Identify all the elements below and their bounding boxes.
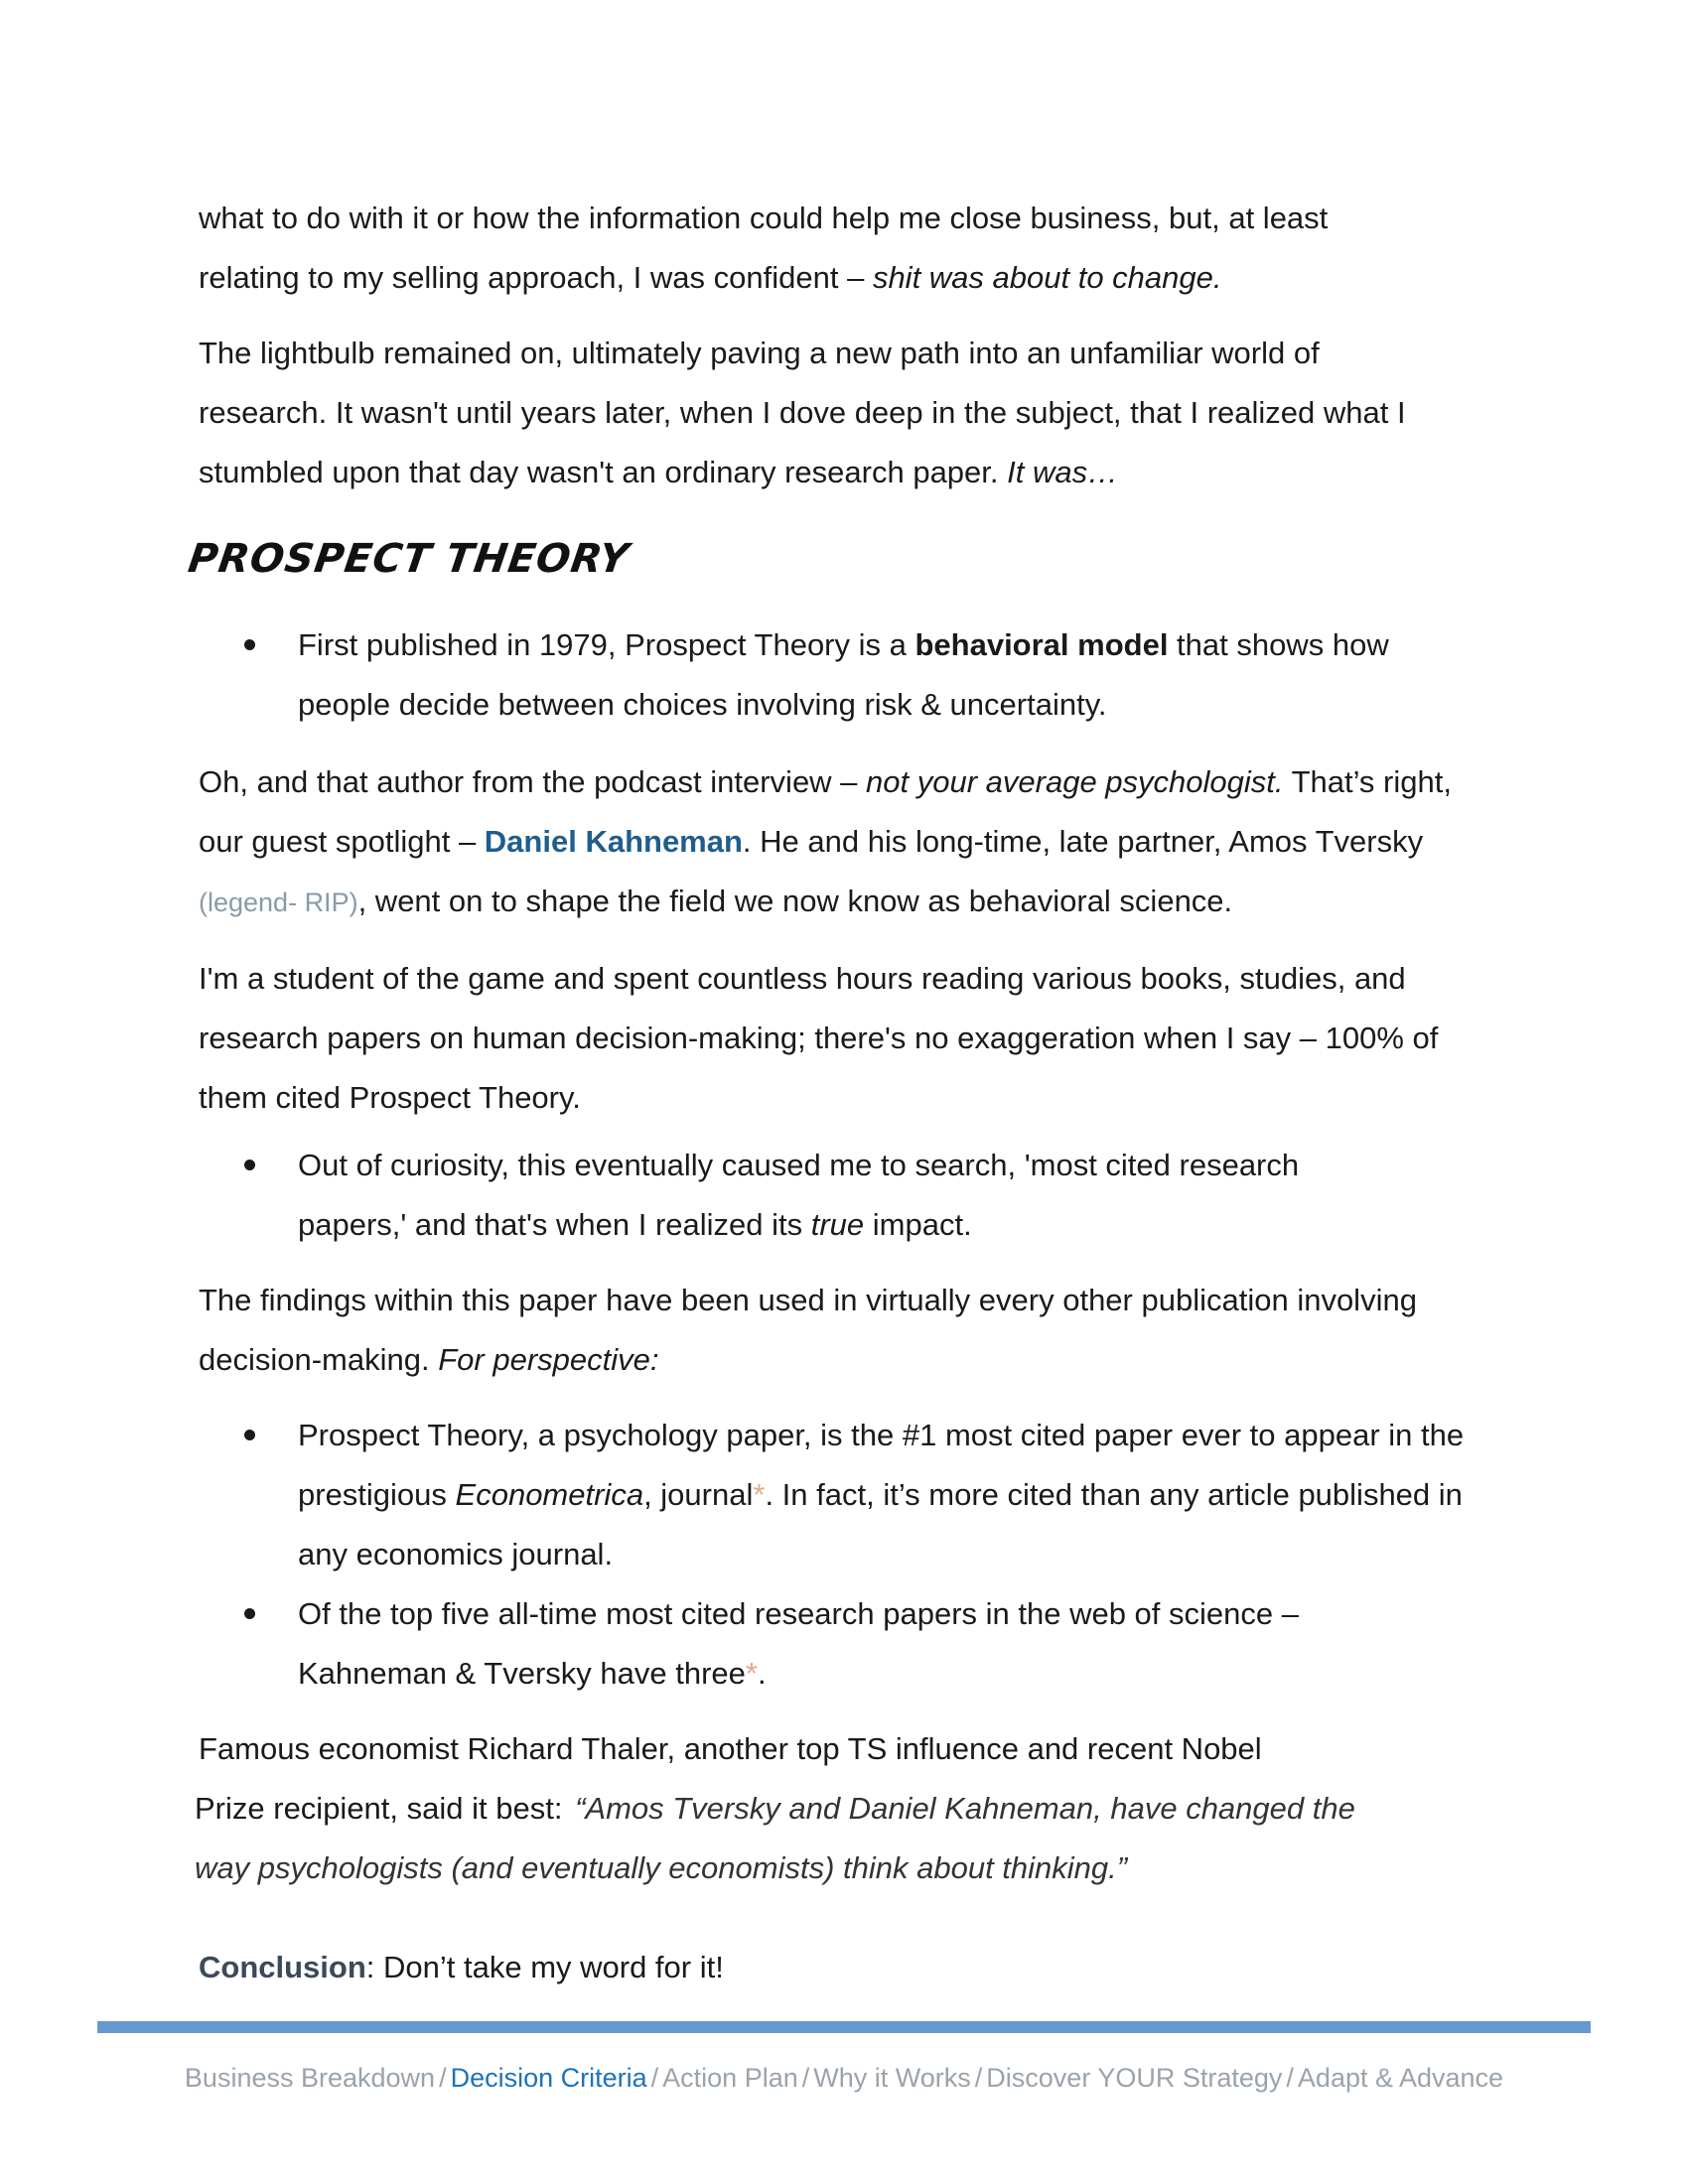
paragraph-author-end: , went on to shape the field we now know as behavioral science.	[357, 884, 1233, 918]
bullet-item	[298, 1136, 1410, 1255]
bullet-text-start: Of the top five all-time most cited research papers in the web of science – Kahneman & Tversky have three	[298, 1596, 1299, 1691]
paragraph-intro	[199, 189, 1499, 308]
bullet-dot	[244, 1608, 255, 1619]
conclusion-text: : Don’t take my word for it!	[365, 1950, 724, 1984]
footer-separator: /	[439, 2063, 447, 2093]
bullet-item	[298, 615, 1470, 735]
bullet-dot	[244, 1160, 255, 1170]
footnote-star: *	[745, 1656, 758, 1691]
bullet-text-bold: behavioral model	[914, 627, 1169, 662]
paragraph-author-italic: not your average psychologist.	[866, 764, 1284, 799]
paragraph-author-mid2: . He and his long-time, late partner, Amos Tversky	[742, 824, 1424, 859]
bullet-text-end: that shows how people decide between choices involving risk & uncertainty.	[298, 627, 1389, 722]
bullet-text-italic: true	[810, 1207, 865, 1242]
footer-breadcrumb	[0, 2063, 1688, 2094]
paragraph-intro-line1: what to do with it or how the information could help me close business, but, at least	[199, 201, 1329, 235]
conclusion-label: Conclusion	[199, 1950, 366, 1984]
paragraph-author-start: Oh, and that author from the podcast interview –	[199, 764, 867, 799]
footer-item-discover-strategy[interactable]: Discover YOUR Strategy	[986, 2063, 1283, 2093]
paragraph-thaler	[195, 1719, 1499, 1898]
paragraph-findings-italic: For perspective:	[438, 1342, 659, 1377]
bullet-item	[298, 1584, 1420, 1704]
author-name: Daniel Kahneman	[484, 824, 743, 859]
paragraph-author-mid: That’s right, our guest spotlight –	[199, 764, 1452, 859]
bullet-text-end: .	[757, 1656, 767, 1691]
paragraph-student: I'm a student of the game and spent countless hours reading various books, studies, and research papers on human decision-making; there's no exaggeration when I say – 100% of them cited Prospect Theory.	[199, 961, 1439, 1115]
footer-item-action-plan[interactable]: Action Plan	[662, 2063, 798, 2093]
bullet-dot	[244, 1430, 255, 1440]
paragraph-lightbulb-text: The lightbulb remained on, ultimately paving a new path into an unfamiliar world of research. It wasn't until years later, when I dove deep in the subject, that I realized what I stumbled upon that day wasn't an ordinary research paper.	[199, 336, 1406, 489]
paragraph-findings	[199, 1271, 1430, 1390]
bullet-text-start: Prospect Theory, a psychology paper, is the #1 most cited paper ever to appear in the prestigious	[298, 1418, 1465, 1512]
footnote-star: *	[753, 1477, 766, 1512]
bullet-dot	[244, 639, 255, 650]
footer-separator: /	[650, 2063, 659, 2093]
bullet-text-start: First published in 1979, Prospect Theory is a	[298, 627, 915, 662]
footer-separator: /	[974, 2063, 983, 2093]
paragraph-thaler-line1: Famous economist Richard Thaler, another top TS influence and recent Nobel	[199, 1731, 1262, 1766]
bullet-text-start: Out of curiosity, this eventually caused me to search, 'most cited research papers,' and that's when I realized its	[298, 1148, 1300, 1242]
paragraph-lightbulb	[199, 324, 1420, 502]
section-heading: PROSPECT THEORY	[185, 536, 633, 582]
conclusion	[199, 1938, 1499, 1997]
bullet-text-end: . In fact, it’s more cited than any article published in any economics journal.	[298, 1477, 1463, 1571]
paragraph-author-muted: (legend- RIP)	[199, 887, 358, 917]
footer-item-business-breakdown[interactable]: Business Breakdown	[184, 2063, 436, 2093]
footer-separator: /	[1286, 2063, 1294, 2093]
thaler-quote-line1: “Amos Tversky and Daniel Kahneman, have changed the	[575, 1791, 1355, 1826]
paragraph-intro-italic: shit was about to change.	[872, 260, 1222, 295]
bullet-item	[298, 1406, 1499, 1584]
paragraph-lightbulb-italic: It was…	[1007, 455, 1119, 489]
footer-divider	[97, 2021, 1591, 2033]
paragraph-author	[199, 752, 1489, 932]
footer-item-adapt-advance[interactable]: Adapt & Advance	[1297, 2063, 1504, 2093]
bullet-text-end: impact.	[864, 1207, 972, 1242]
bullet-text-italic: Econometrica	[455, 1477, 644, 1512]
footer-separator: /	[801, 2063, 810, 2093]
bullet-text-mid: , journal	[643, 1477, 754, 1512]
paragraph-thaler-line2: Prize recipient, said it best:	[195, 1791, 572, 1826]
thaler-quote-line2: way psychologists (and eventually economists) think about thinking.”	[195, 1850, 1128, 1885]
paragraph-intro-line2: relating to my selling approach, I was confident –	[199, 260, 873, 295]
paragraph-findings-text: The findings within this paper have been used in virtually every other publication involving decision-making.	[199, 1283, 1417, 1377]
footer-item-why-it-works[interactable]: Why it Works	[813, 2063, 971, 2093]
footer-item-decision-criteria[interactable]: Decision Criteria	[450, 2063, 647, 2093]
